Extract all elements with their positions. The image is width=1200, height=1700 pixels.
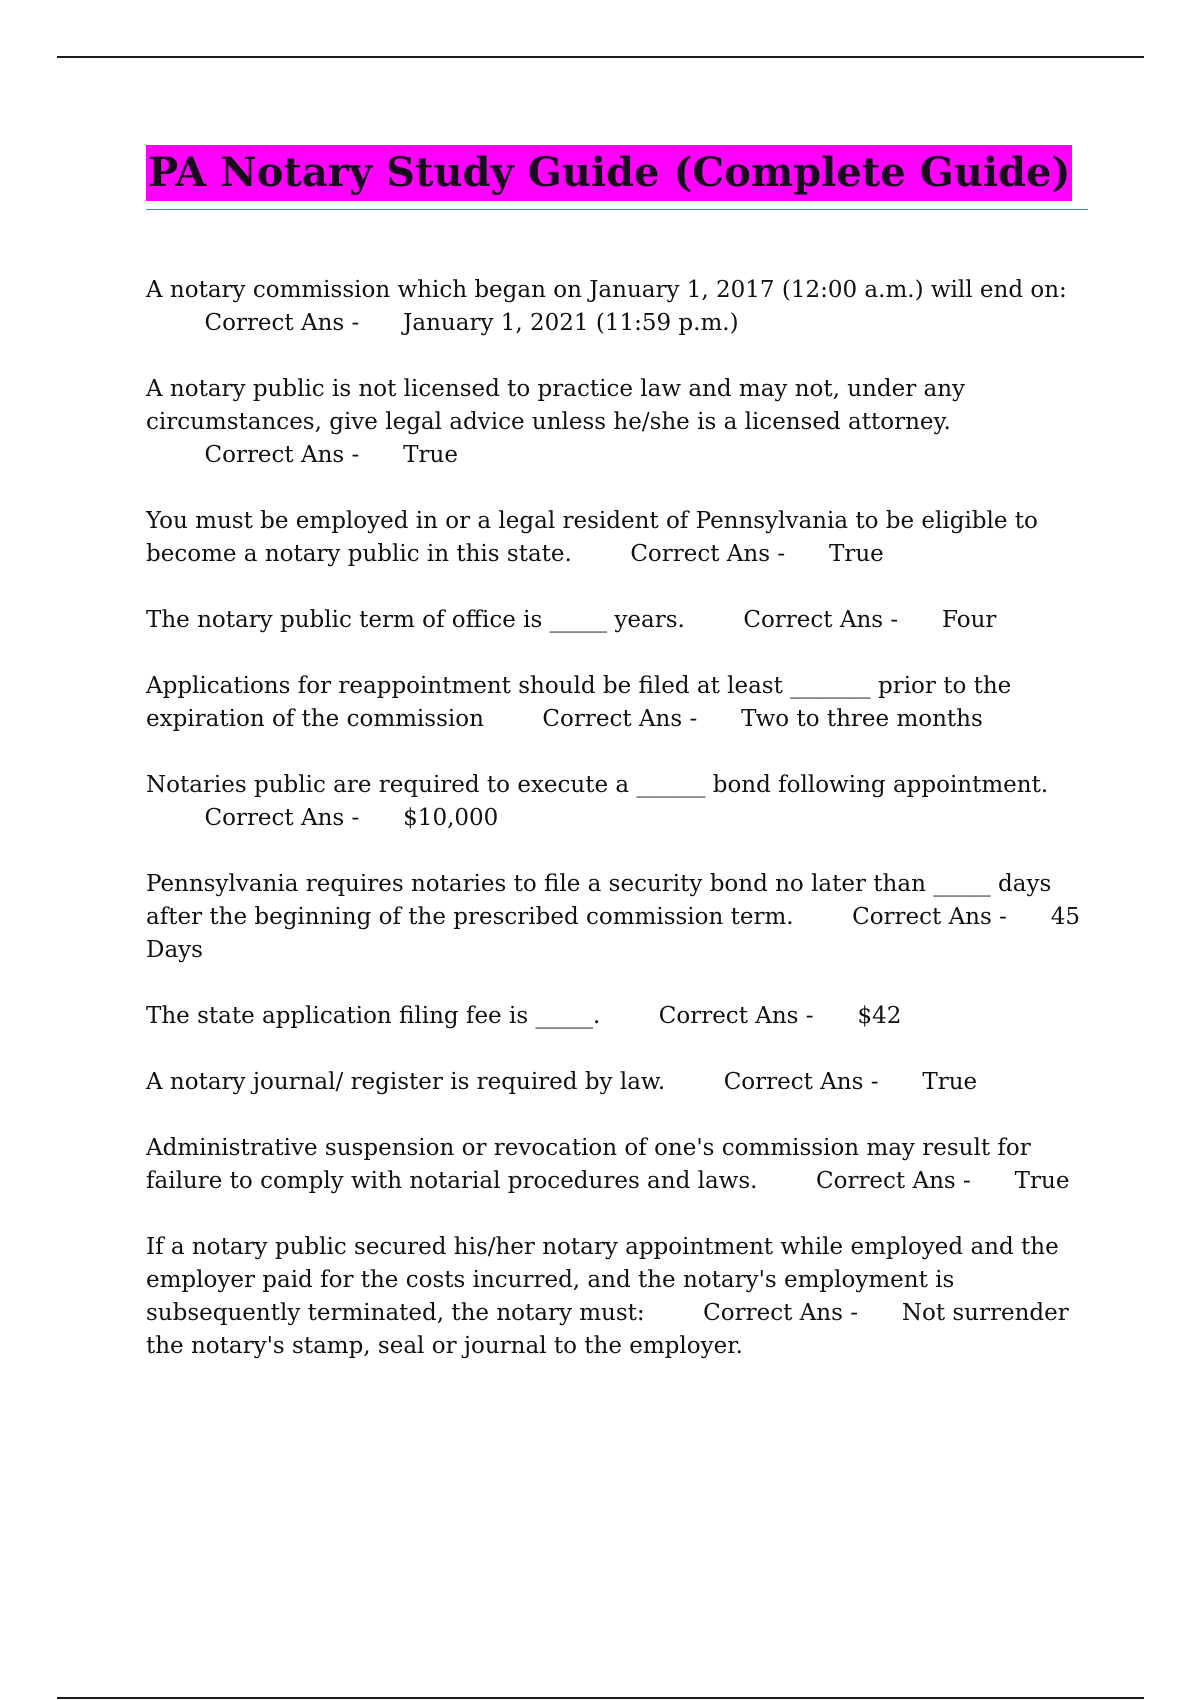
answer-text: Not surrender the notary's stamp, seal or journal to the employer. bbox=[146, 1300, 1069, 1359]
question-item: Applications for reappointment should be filed at least _______ prior to the expiration of the commission Correct Ans - Two to three months bbox=[146, 673, 1012, 732]
question-text: You must be employed in or a legal resident of Pennsylvania to be eligible to become a notary public in this state. bbox=[146, 508, 1038, 567]
top-rule bbox=[57, 56, 1144, 58]
question-item: Notaries public are required to execute a ______ bond following appointment. Correct Ans - $10,000 bbox=[146, 772, 1049, 831]
question-item: Administrative suspension or revocation of one's commission may result for failure to comply with notarial procedures and laws. Correct Ans - True bbox=[146, 1135, 1070, 1194]
answer-text: Four bbox=[942, 607, 997, 633]
answer-text: True bbox=[829, 541, 884, 567]
answer-label: Correct Ans bbox=[852, 904, 992, 930]
question-item: A notary journal/ register is required by law. Correct Ans - True bbox=[146, 1069, 978, 1095]
question-item: A notary public is not licensed to practice law and may not, under any circumstances, give legal advice unless he/she is a licensed attorney. Correct Ans - True bbox=[146, 376, 966, 468]
question-text: Pennsylvania requires notaries to file a security bond no later than _____ days after the beginning of the prescribed commission term. bbox=[146, 871, 1052, 930]
question-text: Administrative suspension or revocation of one's commission may result for failure to comply with notarial procedures and laws. bbox=[146, 1135, 1031, 1194]
answer-label: Correct Ans bbox=[703, 1300, 843, 1326]
question-text: The state application filing fee is _____. bbox=[146, 1003, 601, 1029]
question-item: The state application filing fee is _____. Correct Ans - $42 bbox=[146, 1003, 902, 1029]
answer-label: Correct Ans bbox=[816, 1168, 956, 1194]
question-text: A notary public is not licensed to practice law and may not, under any circumstances, give legal advice unless he/she is a licensed attorney. bbox=[146, 376, 966, 435]
answer-text: True bbox=[1014, 1168, 1070, 1194]
question-text: A notary commission which began on January 1, 2017 (12:00 a.m.) will end on: bbox=[146, 277, 1067, 303]
question-text: If a notary public secured his/her notary appointment while employed and the employer paid for the costs incurred, and the notary's employment is subsequently terminated, the notary must: bbox=[146, 1234, 1059, 1326]
question-item: You must be employed in or a legal resident of Pennsylvania to be eligible to become a notary public in this state. Correct Ans - True bbox=[146, 508, 1038, 567]
answer-text: True bbox=[922, 1069, 978, 1095]
question-item: The notary public term of office is _____ years. Correct Ans - Four bbox=[146, 607, 997, 633]
document-title: PA Notary Study Guide (Complete Guide) bbox=[146, 145, 1072, 201]
title-block bbox=[146, 145, 1088, 210]
answer-text: Two to three months bbox=[741, 706, 983, 732]
answer-text: True bbox=[403, 442, 458, 468]
question-item: If a notary public secured his/her notary appointment while employed and the employer paid for the costs incurred, and the notary's employment is subsequently terminated, the notary must: Correct Ans - Not surrender the notary's stamp, seal or journal to the employer. bbox=[146, 1234, 1069, 1359]
answer-label: Correct Ans bbox=[204, 442, 345, 468]
question-list bbox=[146, 274, 1086, 1396]
answer-label: Correct Ans bbox=[542, 706, 683, 732]
question-text: Notaries public are required to execute a ______ bond following appointment. bbox=[146, 772, 1049, 798]
bottom-rule bbox=[57, 1697, 1144, 1699]
answer-text: January 1, 2021 (11:59 p.m.) bbox=[403, 310, 739, 336]
question-text: Applications for reappointment should be filed at least _______ prior to the expiration of the commission bbox=[146, 673, 1012, 732]
question-item: Pennsylvania requires notaries to file a security bond no later than _____ days after the beginning of the prescribed commission term. Correct Ans - 45 Days bbox=[146, 871, 1081, 963]
answer-text: $10,000 bbox=[403, 805, 499, 831]
answer-label: Correct Ans bbox=[630, 541, 771, 567]
question-text: A notary journal/ register is required by law. bbox=[146, 1069, 666, 1095]
answer-label: Correct Ans bbox=[204, 805, 345, 831]
answer-text: 45 Days bbox=[146, 904, 1081, 963]
answer-label: Correct Ans bbox=[723, 1069, 864, 1095]
answer-text: $42 bbox=[857, 1003, 902, 1029]
answer-label: Correct Ans bbox=[658, 1003, 799, 1029]
answer-label: Correct Ans bbox=[204, 310, 345, 336]
question-item: A notary commission which began on January 1, 2017 (12:00 a.m.) will end on: Correct Ans - January 1, 2021 (11:59 p.m.) bbox=[146, 277, 1067, 336]
answer-label: Correct Ans bbox=[743, 607, 884, 633]
question-text: The notary public term of office is _____ years. bbox=[146, 607, 685, 633]
